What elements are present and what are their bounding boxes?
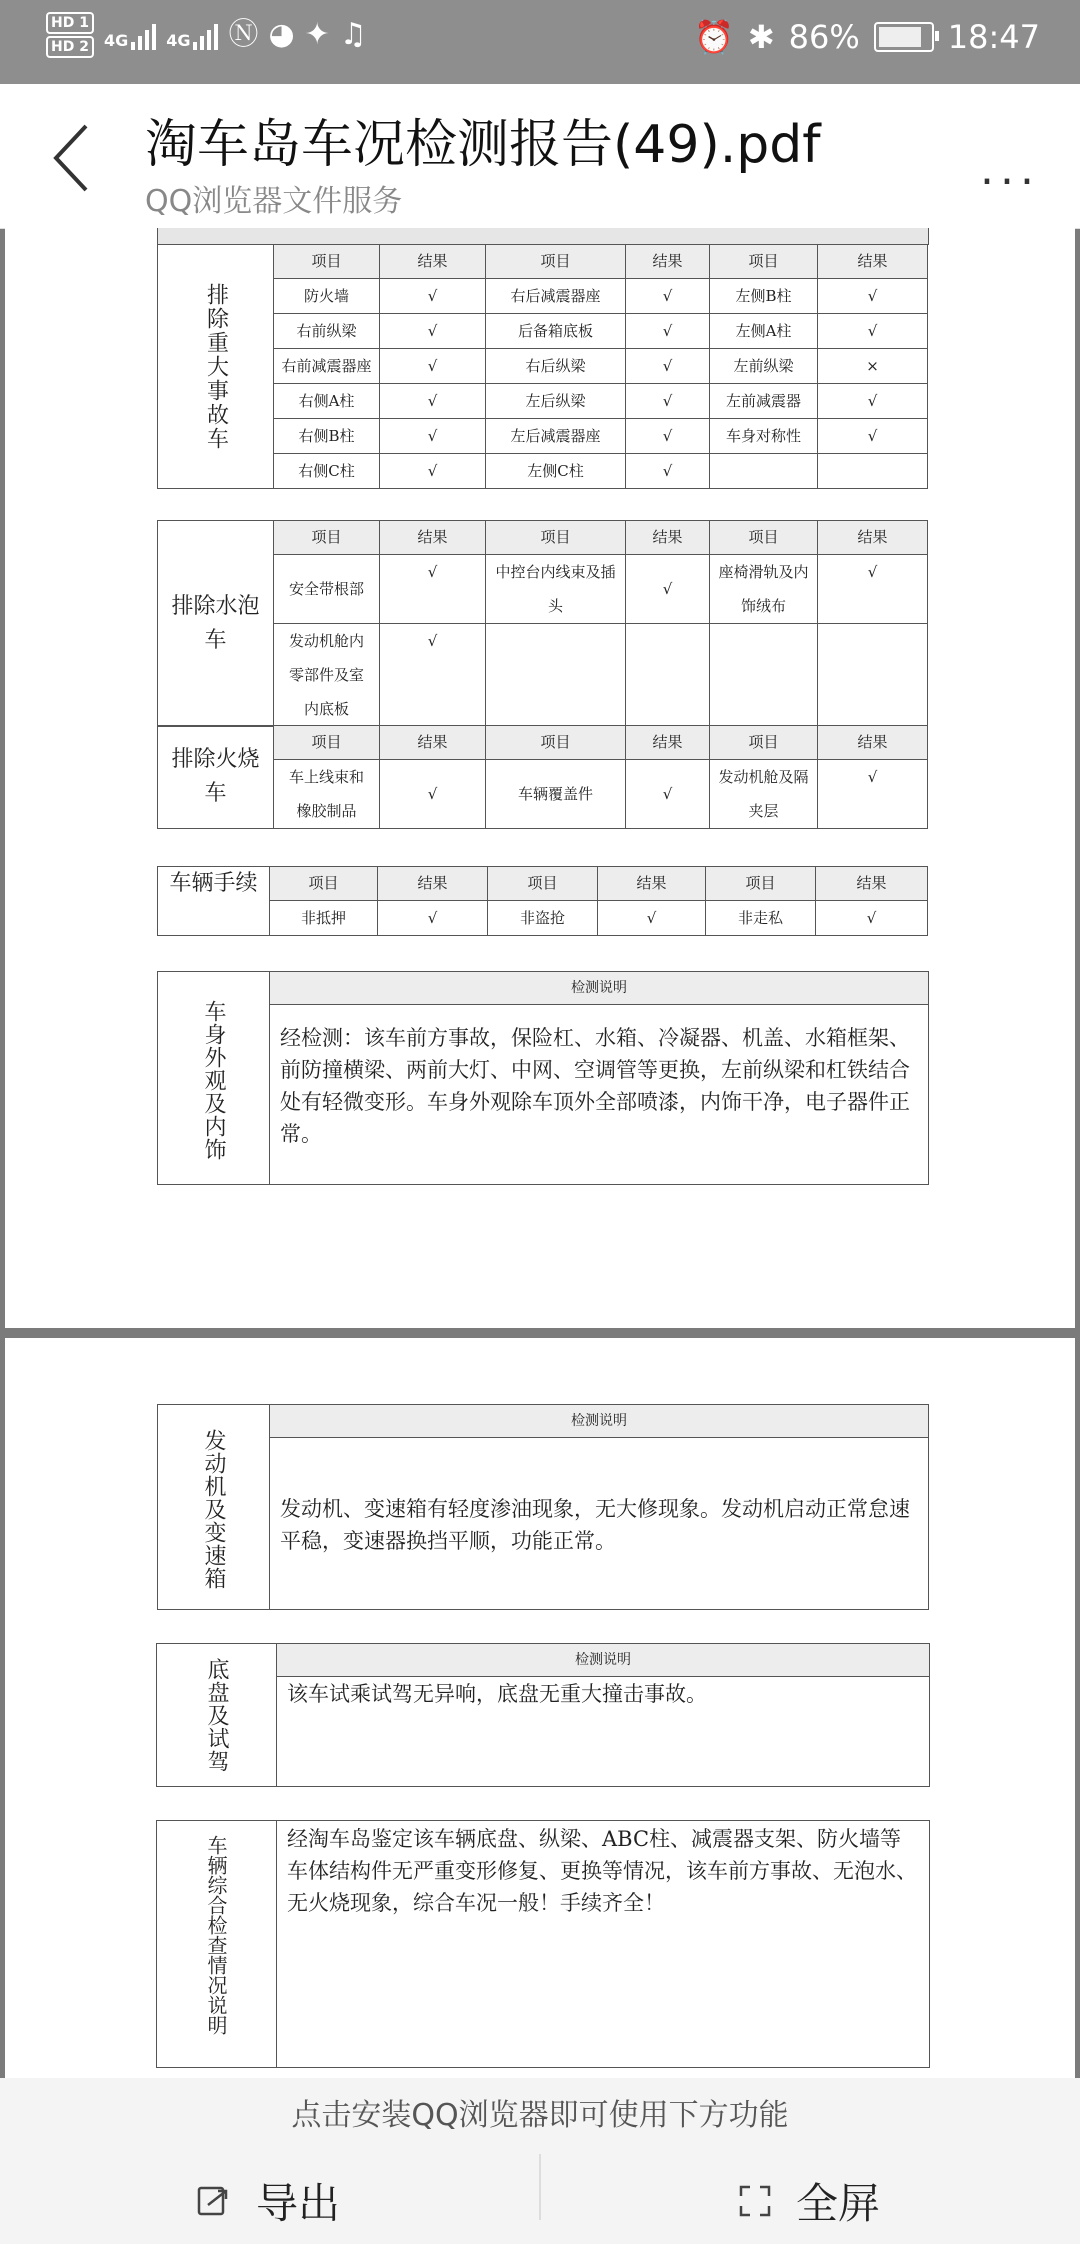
result-cell: √ — [626, 279, 710, 314]
result-cell: √ — [598, 901, 706, 936]
summary-label-cell — [157, 1821, 277, 2067]
back-arrow-icon[interactable] — [48, 118, 98, 198]
table-row — [158, 454, 928, 489]
result-cell: √ — [818, 419, 928, 454]
engine-header: 检测说明 — [270, 1405, 928, 1438]
item-cell: 非盗抢 — [488, 901, 598, 936]
app-header — [0, 84, 1080, 229]
col-header: 项目 — [710, 726, 818, 760]
result-cell: √ — [380, 384, 486, 419]
result-cell: √ — [380, 624, 486, 727]
col-header: 结果 — [818, 726, 928, 760]
item-cell: 右侧B柱 — [274, 419, 380, 454]
item-cell: 左侧C柱 — [486, 454, 626, 489]
result-cell: √ — [380, 314, 486, 349]
col-header: 结果 — [626, 245, 710, 279]
result-cell: √ — [626, 555, 710, 624]
table-row — [158, 624, 928, 727]
item-cell: 右侧A柱 — [274, 384, 380, 419]
result-cell: √ — [626, 760, 710, 829]
battery-percent: 86% — [788, 18, 860, 56]
item-cell — [710, 624, 818, 727]
result-cell: √ — [626, 454, 710, 489]
signal-bars-icon — [193, 20, 218, 50]
col-header: 项目 — [710, 521, 818, 555]
exterior-notes — [157, 971, 929, 1185]
procedures-category: 车辆手续 — [158, 867, 270, 936]
summary-notes — [156, 1820, 930, 2068]
item-cell: 左后纵梁 — [486, 384, 626, 419]
document-title: 淘车岛车况检测报告(49).pdf — [145, 115, 821, 175]
flood-category: 排除水泡车 — [158, 521, 274, 727]
item-cell: 右后减震器座 — [486, 279, 626, 314]
item-cell: 右后纵梁 — [486, 349, 626, 384]
hd2-label: HD 2 — [46, 36, 94, 58]
col-header: 项目 — [710, 245, 818, 279]
install-promo[interactable]: 点击安装QQ浏览器即可使用下方功能 — [291, 2098, 789, 2133]
col-header: 结果 — [818, 245, 928, 279]
item-cell: 发动机舱及隔夹层 — [710, 760, 818, 829]
col-header: 项目 — [706, 867, 816, 901]
item-cell: 右前纵梁 — [274, 314, 380, 349]
export-icon — [196, 2183, 232, 2219]
table-row — [158, 901, 928, 936]
item-cell: 左前纵梁 — [710, 349, 818, 384]
item-cell: 车身对称性 — [710, 419, 818, 454]
result-cell: √ — [816, 901, 928, 936]
net2-label: 4G — [166, 31, 191, 50]
table-row — [158, 760, 928, 829]
chassis-text: 该车试乘试驾无异响，底盘无重大撞击事故。 — [287, 1682, 707, 1706]
col-header: 结果 — [378, 867, 488, 901]
result-cell: √ — [818, 555, 928, 624]
col-header: 项目 — [486, 726, 626, 760]
result-cell — [818, 454, 928, 489]
col-header: 项目 — [486, 521, 626, 555]
nfc-icon: Ⓝ — [228, 17, 259, 52]
alarm-icon: ⏰ — [694, 18, 734, 56]
music-icon: ♫ — [339, 17, 367, 52]
net1-label: 4G — [103, 31, 129, 50]
result-cell: √ — [626, 314, 710, 349]
engine-label-cell — [158, 1405, 270, 1609]
item-cell: 后备箱底板 — [486, 314, 626, 349]
summary-label: 车辆综合检查情况说明 — [204, 1835, 228, 2035]
accident-table — [157, 244, 928, 489]
bluetooth-icon: ✱ — [747, 18, 775, 56]
hd-indicator — [46, 12, 94, 58]
item-cell: 座椅滑轨及内饰绒布 — [710, 555, 818, 624]
browser-icon: ◕ — [268, 17, 295, 52]
result-cell: √ — [380, 454, 486, 489]
fire-table — [157, 725, 928, 829]
bottom-toolbar — [0, 2078, 1080, 2244]
previous-table-edge — [157, 228, 929, 245]
signal-bars-icon — [131, 20, 156, 50]
fire-category: 排除火烧车 — [158, 726, 274, 829]
result-cell: √ — [818, 279, 928, 314]
battery-icon — [874, 22, 934, 52]
item-cell: 中控台内线束及插头 — [486, 555, 626, 624]
item-cell: 左前减震器 — [710, 384, 818, 419]
engine-label: 发动机及变速箱 — [201, 1429, 226, 1590]
item-cell: 右侧C柱 — [274, 454, 380, 489]
signal-2 — [166, 20, 218, 50]
col-header: 项目 — [274, 245, 380, 279]
item-cell: 非走私 — [706, 901, 816, 936]
clock: 18:47 — [947, 18, 1040, 56]
col-header: 结果 — [626, 521, 710, 555]
item-cell — [486, 624, 626, 727]
item-cell: 防火墙 — [274, 279, 380, 314]
table-row — [158, 555, 928, 624]
summary-text: 经淘车岛鉴定该车辆底盘、纵梁、ABC柱、减震器支架、防火墙等车体结构件无严重变形修复、更换等情况，该车前方事故、无泡水、无火烧现象，综合车况一般！手续齐全！ — [287, 1827, 917, 1915]
item-cell: 安全带根部 — [274, 555, 380, 624]
signal-1 — [104, 20, 156, 50]
col-header: 项目 — [488, 867, 598, 901]
col-header: 结果 — [818, 521, 928, 555]
pdf-page-2 — [5, 1338, 1075, 2078]
engine-notes — [157, 1404, 929, 1610]
result-cell: √ — [380, 419, 486, 454]
col-header: 结果 — [380, 521, 486, 555]
table-row — [158, 314, 928, 349]
exterior-text: 经检测：该车前方事故，保险杠、水箱、冷凝器、机盖、水箱框架、前防撞横梁、两前大灯、中网、空调管等更换，左前纵梁和杠铁结合处有轻微变形。车身外观除车顶外全部喷漆，内饰干净，电子器件正常。 — [280, 1026, 910, 1146]
result-cell: √ — [380, 349, 486, 384]
document-subtitle: QQ浏览器文件服务 — [145, 184, 403, 219]
col-header: 项目 — [274, 521, 380, 555]
item-cell: 左后减震器座 — [486, 419, 626, 454]
result-cell: × — [818, 349, 928, 384]
result-cell: √ — [378, 901, 488, 936]
result-cell: √ — [626, 419, 710, 454]
procedures-table — [157, 866, 928, 936]
export-button[interactable] — [196, 2158, 340, 2244]
fullscreen-label: 全屏 — [796, 2179, 881, 2228]
result-cell: √ — [626, 384, 710, 419]
table-row — [158, 384, 928, 419]
item-cell: 左侧A柱 — [710, 314, 818, 349]
col-header: 项目 — [274, 726, 380, 760]
fullscreen-button[interactable] — [738, 2158, 880, 2244]
result-cell — [626, 624, 710, 727]
item-cell: 右前减震器座 — [274, 349, 380, 384]
item-cell: 发动机舱内零部件及室内底板 — [274, 624, 380, 727]
chassis-label: 底盘及试驾 — [204, 1658, 229, 1773]
export-label: 导出 — [256, 2179, 341, 2228]
item-cell: 左侧B柱 — [710, 279, 818, 314]
item-cell: 非抵押 — [270, 901, 378, 936]
fullscreen-icon — [738, 2184, 772, 2218]
flood-table — [157, 520, 928, 727]
alipay-icon: ✦ — [304, 17, 330, 52]
result-cell — [818, 624, 928, 727]
col-header: 项目 — [270, 867, 378, 901]
chassis-header: 检测说明 — [277, 1644, 929, 1677]
more-options-icon[interactable]: ... — [980, 144, 1040, 195]
table-row — [158, 349, 928, 384]
exterior-label-cell — [158, 972, 270, 1184]
result-cell: √ — [626, 349, 710, 384]
result-cell: √ — [818, 760, 928, 829]
status-bar — [0, 0, 1080, 84]
col-header: 结果 — [380, 726, 486, 760]
col-header: 结果 — [598, 867, 706, 901]
engine-text: 发动机、变速箱有轻度渗油现象，无大修现象。发动机启动正常怠速平稳，变速器换挡平顺，功能正常。 — [280, 1497, 910, 1553]
col-header: 项目 — [486, 245, 626, 279]
exterior-header: 检测说明 — [270, 972, 928, 1005]
exterior-label: 车身外观及内饰 — [201, 1000, 226, 1161]
result-cell: √ — [380, 555, 486, 624]
col-header: 结果 — [626, 726, 710, 760]
chassis-label-cell — [157, 1644, 277, 1786]
table-row — [158, 279, 928, 314]
hd1-label: HD 1 — [46, 12, 94, 34]
result-cell: √ — [818, 314, 928, 349]
result-cell: √ — [380, 279, 486, 314]
item-cell: 车辆覆盖件 — [486, 760, 626, 829]
result-cell: √ — [818, 384, 928, 419]
result-cell: √ — [380, 760, 486, 829]
item-cell: 车上线束和橡胶制品 — [274, 760, 380, 829]
col-header: 结果 — [816, 867, 928, 901]
item-cell — [710, 454, 818, 489]
pdf-page-1 — [5, 228, 1075, 1328]
table-row — [158, 419, 928, 454]
chassis-notes — [156, 1643, 930, 1787]
accident-category: 排除重大事故车 — [158, 245, 274, 489]
col-header: 结果 — [380, 245, 486, 279]
